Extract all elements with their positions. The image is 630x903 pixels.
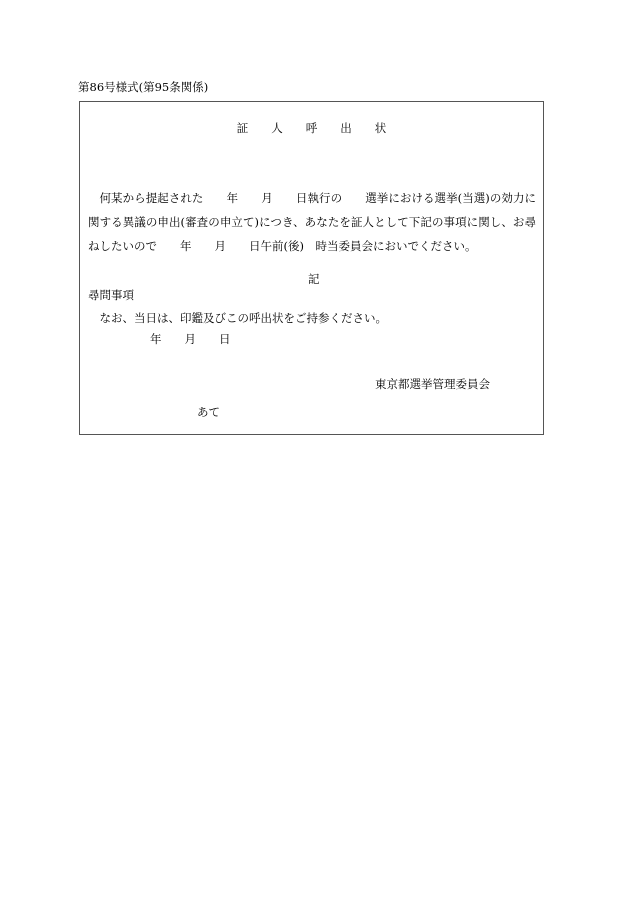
issue-date: 年 月 日 (150, 332, 231, 346)
body-paragraph-1: 何某から提起された 年 月 日執行の 選挙における選挙(当選)の効力に関する異議の申出(審査の申立て)につき、あなたを証人として下記の事項に関し、お尋ねしたいので 年 月 日午前(後) 時当委員会においでください。 (88, 191, 536, 253)
ki-marker: 記 (308, 272, 320, 286)
addressee: あて (197, 405, 220, 419)
inquiry-items-label: 尋問事項 (88, 288, 134, 302)
issuer-committee: 東京都選挙管理委員会 (375, 377, 490, 391)
document-title: 証 人 呼 出 状 (236, 121, 387, 135)
form-number: 第86号様式(第95条関係) (78, 80, 209, 94)
body-paragraph-2: なお、当日は、印鑑及びこの呼出状をご持参ください。 (99, 311, 387, 325)
document-frame (79, 101, 544, 435)
